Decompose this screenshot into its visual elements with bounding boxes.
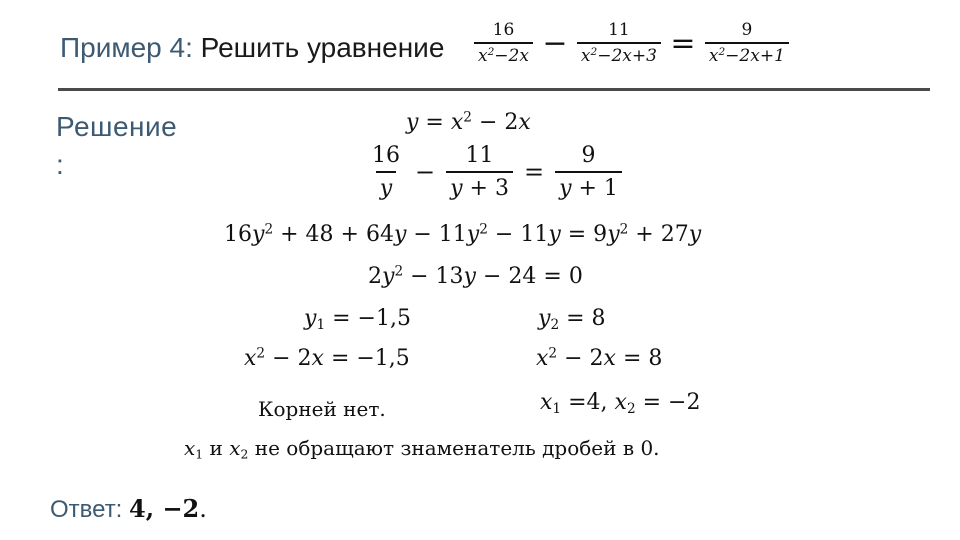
answer-label: Ответ: [50,496,123,523]
expanded-equation: $16y^2 + 48 + 64y - 11y^2 - 11y = 9y^2 + 27y$ [224,221,702,247]
title-divider [58,88,930,91]
back-substitution-1: $x^2 - 2x = -1,5$ [244,345,410,371]
no-roots-text: Корней нет. [258,397,386,421]
answer-value: 4, −2 [129,494,200,523]
substituted-equation: $\frac{16}{y}$ − $\frac{11}{y + 3}$ = $\frac{9}{y + 1}$ [368,143,622,201]
title-fraction-2: $\frac{11}{x^2-2x+3}$ [577,20,661,66]
task-text: Решить уравнение [200,32,445,63]
root-y2: $y_2 = 8$ [538,306,606,334]
root-y1: $y_1 = -1,5$ [304,306,411,334]
back-substitution-2: $x^2 - 2x = 8$ [536,345,663,371]
title-fraction-3: $\frac{9}{x^2-2x+1}$ [705,20,789,66]
roots-x: $x_1 =4$, $x_2 = -2$ [540,390,701,418]
substitution-line: $y = x^2 - 2x$ [406,109,531,135]
domain-check-note: $x_1$ и $x_2$ не обращают знаменатель дробей в 0. [184,436,660,462]
title-equation: $\frac{16}{x^2-2x}$ − $\frac{11}{x^2-2x+3}$ = $\frac{9}{x^2-2x+1}$ [474,20,789,66]
answer-line: Ответ: 4, −2. [50,494,207,523]
title-fraction-1: $\frac{16}{x^2-2x}$ [474,20,533,66]
quadratic-equation: $2y^2 - 13y - 24 = 0$ [368,263,583,289]
page-title [60,32,444,64]
solution-label: Решение : [56,111,178,180]
example-label: Пример 4: [60,32,193,63]
